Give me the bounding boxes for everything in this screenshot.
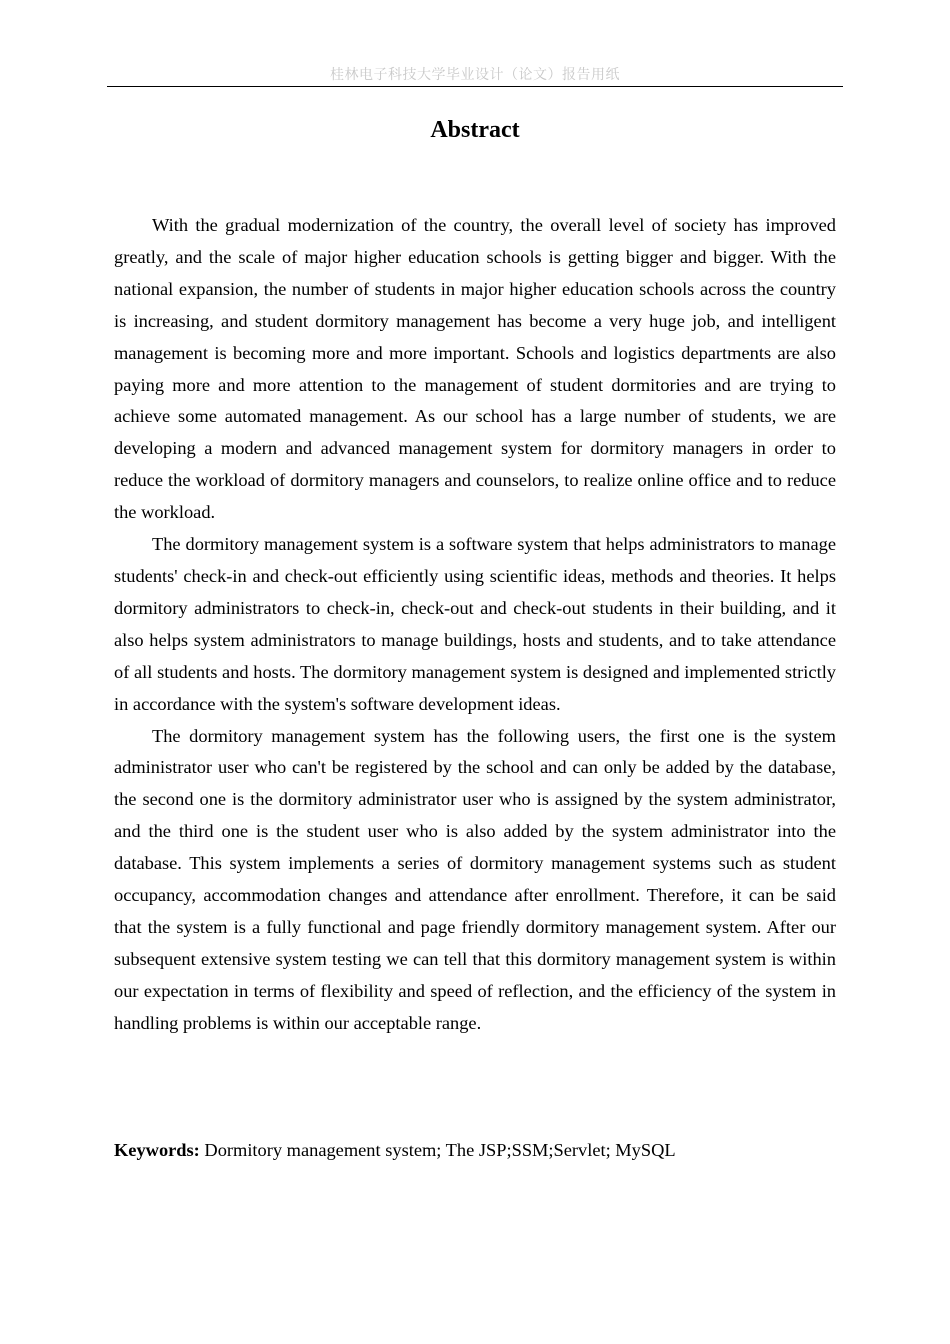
- page-header: [107, 64, 843, 87]
- abstract-paragraph: The dormitory management system has the following users, the first one is the system administrator user who can't be registered by the school and can only be added by the database, the second one is the dormitory administrator user who is assigned by the system administrator, and the third one is the student user who is also added by the system administrator into the database. This system implements a series of dormitory management systems such as student occupancy, accommodation changes and attendance after enrollment. Therefore, it can be said that the system is a fully functional and page friendly dormitory management system. After our subsequent extensive system testing we can tell that this dormitory management system is within our expectation in terms of flexibility and speed of reflection, and the efficiency of the system in handling problems is within our acceptable range.: [114, 725, 836, 1033]
- abstract-paragraph: With the gradual modernization of the country, the overall level of society has improved greatly, and the scale of major higher education schools is getting bigger and bigger. With the national expansion, the number of students in major higher education schools across the country is increasing, and student dormitory management has become a very huge job, and intelligent management is becoming more and more important. Schools and logistics departments are also paying more and more attention to the management of student dormitories and are trying to achieve some automated management. As our school has a large number of students, we are developing a modern and advanced management system for dormitory managers in order to reduce the workload of dormitory managers and counselors, to realize online office and to reduce the workload.: [114, 215, 836, 523]
- keywords-label: Keywords:: [114, 1140, 200, 1160]
- abstract-body: [114, 210, 836, 1040]
- header-text: 桂林电子科技大学毕业设计（论文）报告用纸: [330, 67, 620, 83]
- keywords-line: [114, 1135, 836, 1167]
- keywords-value: Dormitory management system; The JSP;SSM;Servlet; MySQL: [204, 1140, 676, 1160]
- abstract-paragraph: The dormitory management system is a software system that helps administrators to manage students' check-in and check-out efficiently using scientific ideas, methods and theories. It helps dormitory administrators to check-in, check-out and check-out students in their building, and it also helps system administrators to manage buildings, hosts and students, and to take attendance of all students and hosts. The dormitory management system is designed and implemented strictly in accordance with the system's software development ideas.: [114, 534, 836, 714]
- page-title: Abstract: [430, 117, 520, 143]
